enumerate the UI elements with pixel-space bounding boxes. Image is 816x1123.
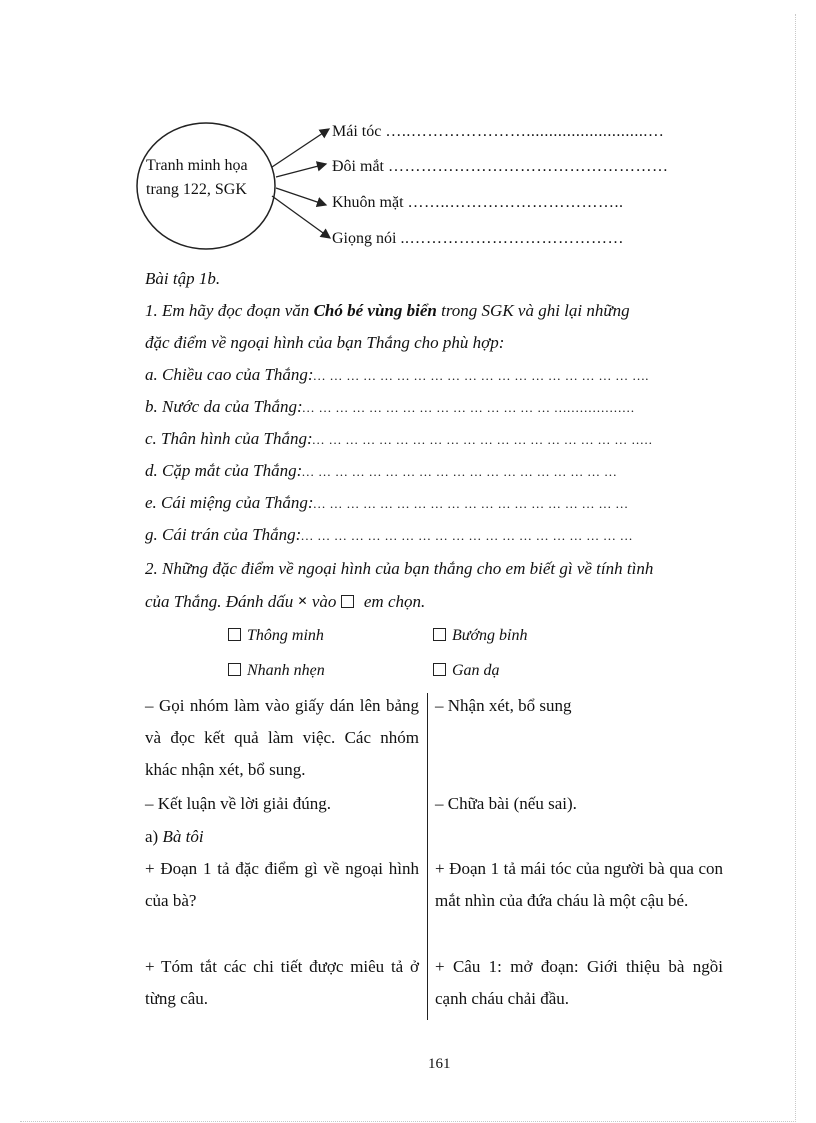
item-dots: … … … … … … … … … … … … … … … … … … … … xyxy=(301,528,634,543)
center-text-line-2: trang 122, SGK xyxy=(146,181,247,198)
item-label: c. Thân hình của Thắng: xyxy=(145,429,313,448)
item-mouth xyxy=(145,493,629,513)
item-dots: … … … … … … … … … … … … … … … …................ xyxy=(302,400,636,415)
q1-text-a: 1. Em hãy đọc đoạn văn xyxy=(145,301,314,320)
right-cell-answer-para-1: + Đoạn 1 tả mái tóc của người bà qua con mắt nhìn của đứa cháu là một cậu bé. xyxy=(435,859,723,910)
q2-text-c: em chọn. xyxy=(359,592,426,611)
item-label: d. Cặp mắt của Thắng: xyxy=(145,461,303,480)
branch-leader: …..…………………...........................… xyxy=(385,123,665,140)
left-cell-conclusion: – Kết luận về lời giải đúng. xyxy=(145,794,332,813)
checkbox-icon[interactable] xyxy=(433,628,446,641)
question-2-line-1: 2. Những đặc điểm về ngoại hình của bạn thắng cho em biết gì về tính tình xyxy=(145,559,654,578)
item-label: b. Nước da của Thắng: xyxy=(145,397,303,416)
item-forehead xyxy=(145,525,633,545)
option-quick[interactable] xyxy=(228,662,325,680)
item-label: g. Cái trán của Thắng: xyxy=(145,525,302,544)
arrow-to-branch-1 xyxy=(272,129,329,167)
section-a-title: Bà tôi xyxy=(162,827,204,846)
option-label: Thông minh xyxy=(247,627,324,644)
item-skin xyxy=(145,397,635,417)
item-label: e. Cái miệng của Thắng: xyxy=(145,493,314,512)
item-label: a. Chiều cao của Thắng: xyxy=(145,365,314,384)
right-cell-sentence-1: + Câu 1: mở đoạn: Giới thiệu bà ngồi cạnh cháu chải đầu. xyxy=(435,957,723,1008)
arrow-to-branch-2 xyxy=(276,164,326,177)
branch-label: Mái tóc xyxy=(332,123,382,140)
q1-text-b: trong SGK và ghi lại những xyxy=(436,301,630,320)
branch-label: Giọng nói xyxy=(332,230,397,247)
checkbox-icon[interactable] xyxy=(228,628,241,641)
left-cell-question-para-1: + Đoạn 1 tả đặc điểm gì về ngoại hình của bà? xyxy=(145,859,419,910)
q2-text-b: vào xyxy=(307,592,341,611)
q2-text-a: của Thắng. Đánh dấu xyxy=(145,592,298,611)
left-cell-section-a xyxy=(145,821,419,853)
branch-voice xyxy=(332,230,624,248)
item-dots: … … … … … … … … … … … … … … … … … … … xyxy=(302,464,618,479)
branch-leader: ……..………………………….. xyxy=(407,194,624,211)
left-cell-summarize: + Tóm tắt các chi tiết được miêu tả ở từng câu. xyxy=(145,957,419,1008)
branch-face xyxy=(332,194,624,212)
center-text-line-1: Tranh minh họa xyxy=(146,157,248,174)
branch-label: Đôi mắt xyxy=(332,158,384,175)
question-1-line-2: đặc điểm về ngoại hình của bạn Thắng cho phù hợp: xyxy=(145,333,505,352)
question-1-line-1 xyxy=(145,301,630,321)
page-number: 161 xyxy=(428,1056,451,1072)
checkbox-icon[interactable] xyxy=(228,663,241,676)
branch-leader: ..………………………………… xyxy=(400,230,624,247)
branch-label: Khuôn mặt xyxy=(332,194,404,211)
x-mark-icon: ✕ xyxy=(297,594,308,608)
option-stubborn[interactable] xyxy=(433,627,527,645)
item-dots: … … … … … … … … … … … … … … … … … … … ..... xyxy=(312,432,654,447)
branch-leader: …………………………………………… xyxy=(388,158,669,175)
option-smart[interactable] xyxy=(228,627,324,645)
arrow-to-branch-4 xyxy=(272,196,330,238)
item-dots: … … … … … … … … … … … … … … … … … … … …. xyxy=(313,368,650,383)
branch-eyes xyxy=(332,158,669,176)
item-eyes xyxy=(145,461,617,481)
option-brave[interactable] xyxy=(433,662,500,680)
right-cell-correction: – Chữa bài (nếu sai). xyxy=(435,794,577,813)
section-a-label: a) xyxy=(145,827,163,846)
left-cell-group-work: – Gọi nhóm làm vào giấy dán lên bảng và đọc kết quả làm việc. Các nhóm khác nhận xét, bổ sung. xyxy=(145,696,419,779)
checkbox-icon[interactable] xyxy=(433,663,446,676)
question-2-line-2 xyxy=(145,592,425,612)
checkbox-icon xyxy=(341,595,354,608)
option-label: Gan dạ xyxy=(452,662,500,679)
arrow-to-branch-3 xyxy=(276,188,326,205)
branch-hair xyxy=(332,123,664,141)
option-label: Bướng bỉnh xyxy=(452,627,528,644)
item-body xyxy=(145,429,653,449)
exercise-heading: Bài tập 1b. xyxy=(145,269,221,288)
option-label: Nhanh nhẹn xyxy=(247,662,325,679)
right-cell-comment: – Nhận xét, bổ sung xyxy=(435,696,572,715)
item-dots: … … … … … … … … … … … … … … … … … … … xyxy=(313,496,629,511)
item-height xyxy=(145,365,650,385)
story-title: Chó bé vùng biển xyxy=(313,301,437,320)
column-divider xyxy=(427,693,428,1020)
